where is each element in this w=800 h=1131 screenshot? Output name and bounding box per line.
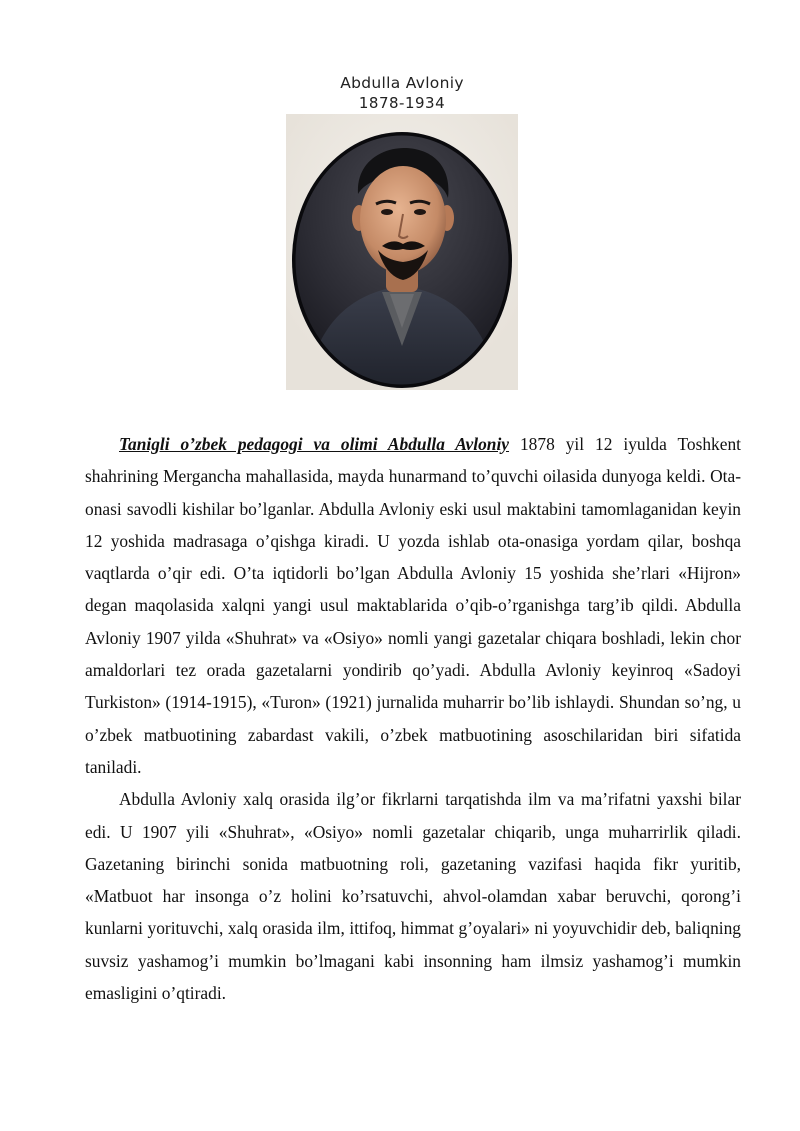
portrait-figure xyxy=(284,70,520,390)
paragraph-1-lead: Tanigli o’zbek pedagogi va olimi Abdulla Avloniy xyxy=(119,434,510,454)
paragraph-1-body: 1878 yil 12 iyulda Toshkent shahrining Mergancha mahallasida, mayda hunarmand to’quvchi oilasida dunyoga keldi. Ota-onasi savodli kishilar bo’lganlar. Abdulla Avloniy eski usul maktabini tamomlaganidan keyin 12 yoshida madrasaga o’qishga kiradi. U yozda ishlab ota-onasiga yordam qilar, boshqa vaqtlarda o’qir edi. O’ta iqtidorli bo’lgan Abdulla Avloniy 15 yoshida she’rlari «Hijron» degan maqolasida xalqni yangi usul maktablarida o’qib-o’rganishga targ’ib qildi. Abdulla Avloniy 1907 yilda «Shuhrat» va «Osiyo» nomli yangi gazetalar chiqara boshladi, lekin chor amaldorlari tez orada gazetalarni yondirib qo’yadi. Abdulla Avloniy keyinroq «Sadoyi Turkiston» (1914-1915), «Turon» (1921) jurnalida muharrir bo’lib ishlaydi. Shundan so’ng, u o’zbek matbuotining zabardast vakili, o’zbek matbuotining asoschilaridan biri sifatida taniladi. xyxy=(85,434,741,777)
portrait-image xyxy=(286,114,518,390)
paragraph-1 xyxy=(85,428,741,783)
figure-caption-years: 1878-1934 xyxy=(358,94,446,112)
figure-caption-name: Abdulla Avloniy xyxy=(340,74,464,92)
paragraph-2: Abdulla Avloniy xalq orasida ilg’or fikrlarni tarqatishda ilm va ma’rifatni yaxshi bilar edi. U 1907 yili «Shuhrat», «Osiyo» nomli gazetalar chiqarib, unga muharrirlik qiladi. Gazetaning birinchi sonida matbuotning roli, gazetaning vazifasi haqida fikr yuritib, «Matbuot har insonga o’z holini ko’rsatuvchi, ahvol-olamdan xabar beruvchi, qorong’i kunlarni yorituvchi, xalq orasida ilm, ittifoq, himmat g’oyalari» ni yoyuvchidir deb, baliqning suvsiz yashamog’i mumkin bo’lmagani kabi insonning ham ilmsiz yashamog’i mumkin emasligini o’qtiradi. xyxy=(85,789,741,1004)
biography-text xyxy=(85,428,741,1009)
